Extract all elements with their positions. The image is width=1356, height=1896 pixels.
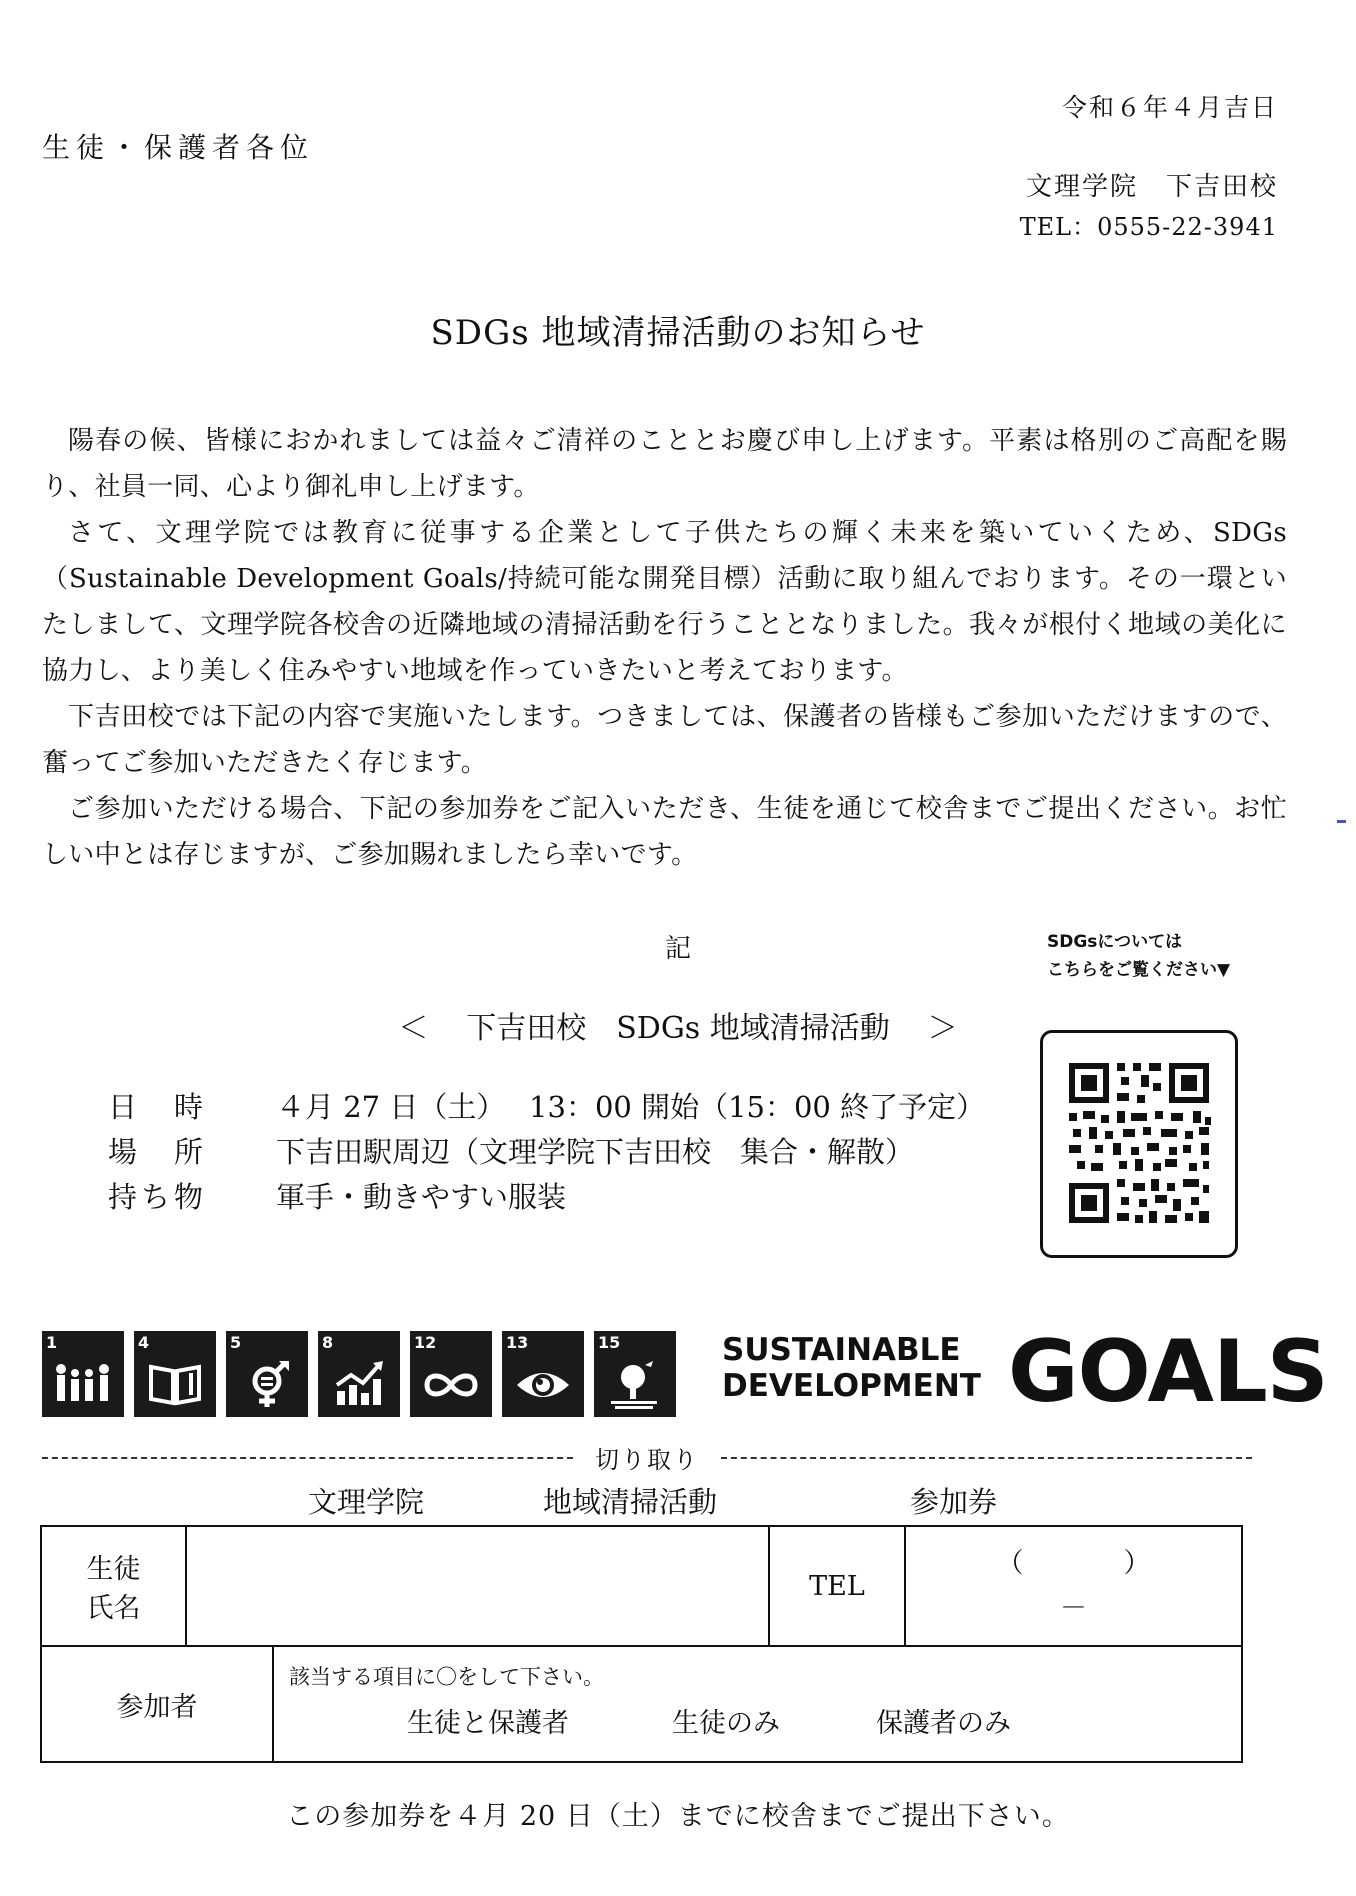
detail-value: 軍手・動きやすい服装 — [276, 1180, 567, 1214]
tel-field[interactable] — [905, 1526, 1242, 1646]
letter-body — [42, 418, 1287, 878]
cut-line — [42, 1440, 1252, 1475]
detail-label: 場 所 — [108, 1135, 208, 1169]
document-date: 令和６年４月吉日 — [1061, 93, 1278, 122]
sdg-logo-text — [722, 1332, 981, 1404]
sdgs-note-line: SDGsについては — [1047, 932, 1183, 952]
body-paragraph: 陽春の候、皆様におかれましては益々ご清祥のこととお慶び申し上げます。平素は格別のご高配を賜り、社員一同、心より御礼申し上げます。 — [42, 426, 1287, 502]
sdgs-note-line: こちらをご覧ください▼ — [1047, 960, 1231, 980]
growth-chart-icon — [329, 1355, 389, 1411]
cut-dash — [721, 1457, 1252, 1459]
sdg-logo-goals: GOALS — [1008, 1322, 1328, 1422]
sdg-goal-tile — [42, 1331, 124, 1417]
ticket-title — [308, 1480, 997, 1521]
sdg-goal-tile — [226, 1331, 308, 1417]
student-name-field[interactable] — [186, 1526, 769, 1646]
infinity-icon — [421, 1355, 481, 1411]
tree-icon — [605, 1355, 665, 1411]
body-paragraph: ご参加いただける場合、下記の参加券をご記入いただき、生徒を通じて校舎までご提出ください。お忙しい中とは存じますが、ご参加賜れましたら幸いです。 — [42, 794, 1287, 870]
sdg-goal-tile — [410, 1331, 492, 1417]
body-paragraph: さて、文理学院では教育に従事する企業として子供たちの輝く未来を築いていくため、SDGs（Sustainable Development Goals/持続可能な開発目標）活動に取り組んでおります。その一環といたしまして、文理学院各校舎の近隣地域の清掃活動を行うこととなりました。我々が根付く地域の美化に協力し、より美しく住みやすい地域を作っていきたいと考えております。 — [42, 518, 1287, 686]
event-details — [108, 1085, 985, 1220]
body-paragraph: 下吉田校では下記の内容で実施いたします。つきましては、保護者の皆様もご参加いただけますので、奮ってご参加いただきたく存じます。 — [42, 702, 1287, 778]
sdg-goal-tile — [318, 1331, 400, 1417]
detail-label: 日 時 — [108, 1090, 208, 1124]
submission-deadline: この参加券を４月 20 日（土）までに校舎までご提出下さい。 — [286, 1801, 1070, 1832]
ticket-title-label: 参加券 — [910, 1485, 998, 1519]
document-title: SDGs 地域清掃活動のお知らせ — [430, 313, 926, 353]
sdg-goal-number: 1 — [46, 1333, 58, 1352]
subtitle-text: 下吉田校 SDGs 地域清掃活動 — [466, 1011, 890, 1046]
detail-row-datetime — [108, 1085, 985, 1130]
ticket-title-org: 文理学院 — [308, 1485, 425, 1519]
student-name-label: 生徒 氏名 — [41, 1526, 186, 1646]
cut-label: 切り取り — [595, 1446, 699, 1474]
detail-value: 下吉田駅周辺（文理学院下吉田校 集合・解散） — [276, 1135, 915, 1169]
eye-globe-icon — [513, 1355, 573, 1411]
sender-telephone: TEL：0555-22-3941 — [1019, 213, 1278, 241]
sdg-goal-number: 5 — [230, 1333, 242, 1352]
qr-code-icon — [1043, 1033, 1235, 1255]
cut-dash — [42, 1457, 573, 1459]
sdg-goal-number: 8 — [322, 1333, 334, 1352]
sdg-icons-row — [42, 1331, 676, 1417]
sdg-logo-line: DEVELOPMENT — [722, 1368, 981, 1404]
margin-mark — [1337, 820, 1346, 823]
detail-value: ４月 27 日（土） 13：00 開始（15：00 終了予定） — [276, 1090, 986, 1124]
option-student-only[interactable]: 生徒のみ — [672, 1707, 780, 1739]
sdg-goal-number: 13 — [506, 1333, 529, 1352]
addressee: 生徒・保護者各位 — [42, 131, 315, 164]
ticket-title-event: 地域清掃活動 — [543, 1485, 718, 1519]
option-student-and-guardian[interactable]: 生徒と保護者 — [407, 1707, 569, 1739]
sdg-goal-tile — [502, 1331, 584, 1417]
sdg-goal-number: 12 — [414, 1333, 437, 1352]
sdgs-qr-note — [1047, 928, 1230, 984]
option-guardian-only[interactable]: 保護者のみ — [876, 1707, 1011, 1739]
sdg-goal-tile — [594, 1331, 676, 1417]
sdg-goal-number: 15 — [598, 1333, 621, 1352]
detail-label: 持ち物 — [108, 1180, 208, 1214]
participant-label: 参加者 — [41, 1646, 273, 1762]
sender-organization: 文理学院 下吉田校 — [1025, 172, 1278, 202]
tel-label: TEL — [769, 1526, 905, 1646]
tel-paren-close: ） — [1123, 1548, 1151, 1579]
sdg-logo-line: SUSTAINABLE — [722, 1332, 961, 1368]
ki-heading: 記 — [664, 934, 691, 964]
participation-form — [40, 1525, 1243, 1763]
subtitle-close-bracket: ＞ — [927, 1011, 958, 1046]
subtitle-open-bracket: ＜ — [398, 1011, 429, 1046]
book-icon — [145, 1355, 205, 1411]
sdgs-qr-code[interactable] — [1040, 1030, 1238, 1258]
tel-dash: － — [1060, 1593, 1087, 1624]
participant-instruction: 該当する項目に〇をして下さい。 — [289, 1664, 604, 1689]
sdg-goal-number: 4 — [138, 1333, 150, 1352]
detail-row-belongings — [108, 1175, 985, 1220]
gender-equality-icon — [237, 1355, 297, 1411]
participant-options-cell — [273, 1646, 1242, 1762]
detail-row-place — [108, 1130, 985, 1175]
sdg-goal-tile — [134, 1331, 216, 1417]
tel-paren-open: （ — [996, 1548, 1024, 1579]
family-icon — [53, 1355, 113, 1411]
